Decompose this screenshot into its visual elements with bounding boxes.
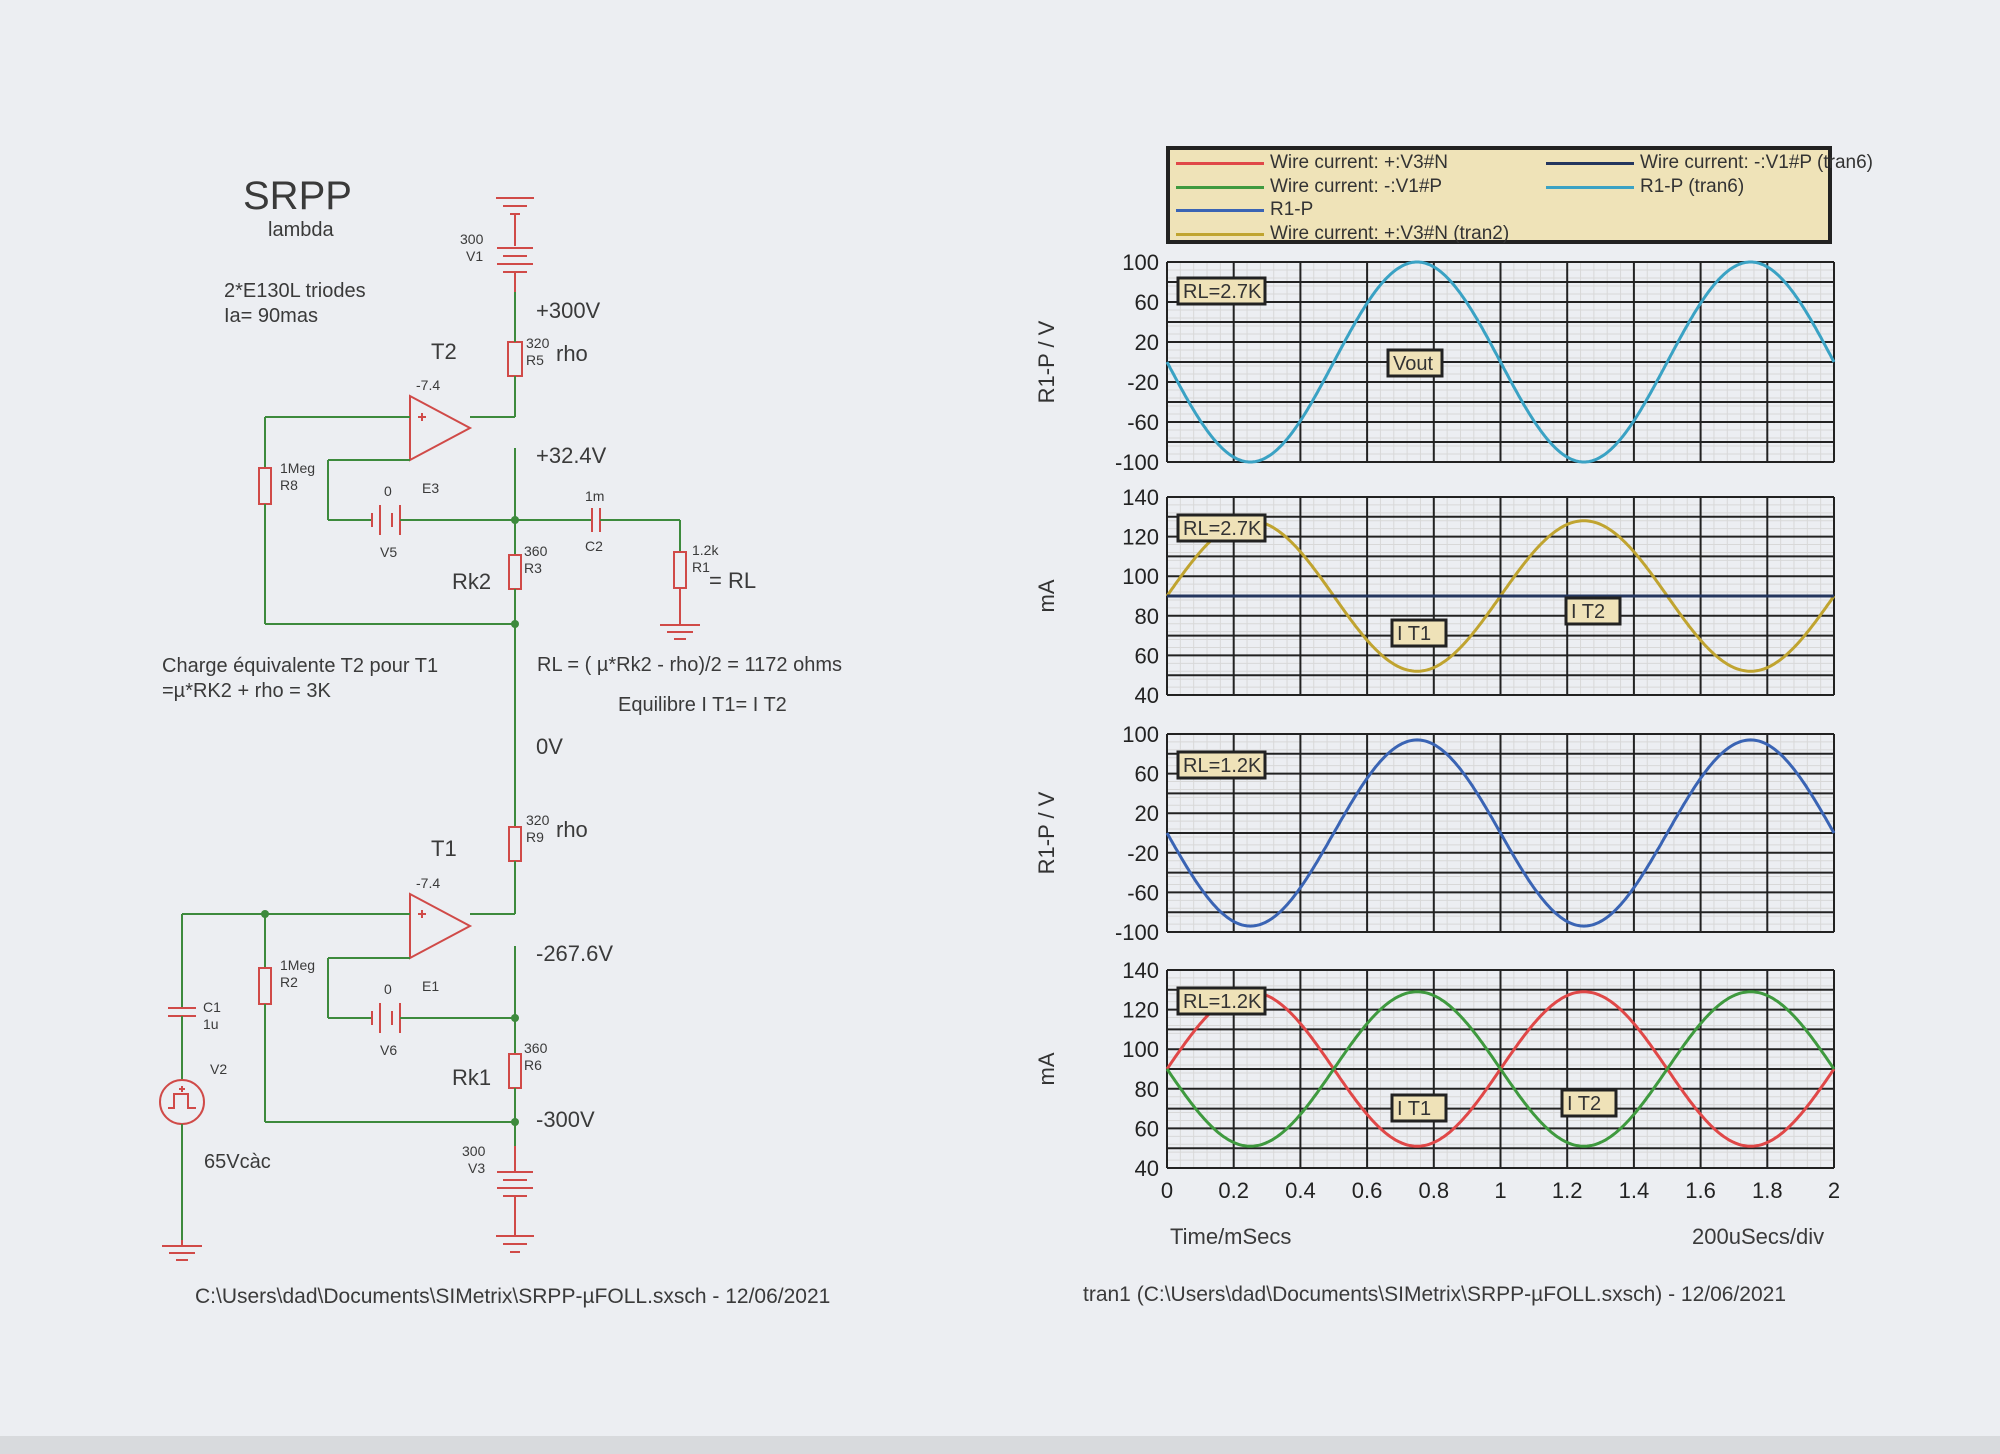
rk1-label: Rk1 — [452, 1065, 492, 1090]
r6-value: 360 — [524, 1040, 548, 1056]
legend-item-3: Wire current: +:V3#N (tran2) — [1270, 223, 1510, 244]
x-tick-label: 0 — [1160, 1178, 1174, 1203]
voltage-0: 0V — [536, 734, 563, 759]
annotation-label: I T2 — [1567, 1093, 1602, 1115]
y-tick-label: -20 — [1127, 370, 1159, 395]
v1-name: V1 — [466, 248, 484, 264]
y-tick-label: 60 — [1134, 290, 1159, 315]
y-tick-label: 100 — [1122, 1037, 1159, 1063]
source-amplitude: 65Vcàc — [204, 1151, 271, 1173]
y-tick-label: 120 — [1122, 524, 1159, 550]
e1-name: E1 — [422, 978, 440, 994]
chart-panel-2 — [1034, 722, 1834, 945]
schematic-subtitle: lambda — [268, 219, 334, 241]
rl-equals-label: = RL — [709, 568, 757, 593]
rho-bottom-label: rho — [556, 817, 588, 842]
tubes-label: 2*E130L triodes — [224, 280, 366, 302]
x-tick-label: 2 — [1827, 1178, 1841, 1203]
c2-value: 1m — [585, 488, 605, 504]
chart-panel-3 — [1034, 958, 1840, 1203]
v6-value: 0 — [384, 981, 392, 997]
y-tick-label: -100 — [1114, 450, 1159, 475]
e3-gain: -7.4 — [416, 377, 441, 393]
y-tick-label: 100 — [1122, 722, 1159, 747]
y-tick-label: -100 — [1114, 920, 1159, 945]
x-tick-label: 1.4 — [1618, 1178, 1650, 1203]
r5-value: 320 — [526, 335, 550, 351]
x-tick-label: 1.6 — [1685, 1178, 1716, 1203]
r5-name: R5 — [526, 352, 544, 368]
y-tick-label: 100 — [1122, 564, 1159, 590]
y-tick-label: 140 — [1122, 958, 1159, 983]
schematic-footer: C:\Users\dad\Documents\SIMetrix\SRPP-µFOLL.sxsch - 12/06/2021 — [195, 1285, 831, 1308]
x-scale-label: 200uSecs/div — [1692, 1224, 1825, 1249]
x-axis-label: Time/mSecs — [1170, 1224, 1292, 1249]
y-tick-label: 20 — [1134, 330, 1159, 355]
voltage-267: -267.6V — [536, 941, 614, 966]
current-label: Ia= 90mas — [224, 305, 318, 327]
legend-item-4: Wire current: -:V1#P (tran6) — [1640, 152, 1874, 173]
plot-footer: tran1 (C:\Users\dad\Documents\SIMetrix\SRPP-µFOLL.sxsch) - 12/06/2021 — [1083, 1283, 1787, 1306]
y-tick-label: 40 — [1134, 683, 1159, 708]
annotation-label: I T1 — [1397, 623, 1432, 645]
e1-gain: -7.4 — [416, 875, 441, 891]
rho-top-label: rho — [556, 341, 588, 366]
chart-panel-1 — [1034, 485, 1834, 708]
rl-formula: RL = ( µ*Rk2 - rho)/2 = 1172 ohms — [537, 654, 842, 676]
y-axis-label: mA — [1034, 579, 1059, 613]
r1-name: R1 — [692, 559, 710, 575]
v5-name: V5 — [380, 544, 398, 560]
y-axis-label: R1-P / V — [1034, 320, 1059, 404]
annotation-label: RL=1.2K — [1183, 755, 1262, 777]
y-tick-label: 100 — [1122, 250, 1159, 275]
balance-label: Equilibre I T1= I T2 — [618, 694, 787, 716]
legend-item-0: Wire current: +:V3#N — [1270, 152, 1448, 173]
r9-name: R9 — [526, 829, 544, 845]
x-tick-label: 1.8 — [1752, 1178, 1783, 1203]
r8-name: R8 — [280, 477, 298, 493]
c1-value: 1u — [203, 1016, 219, 1032]
voltage-minus300: -300V — [536, 1107, 595, 1132]
x-tick-label: 0.4 — [1285, 1178, 1316, 1203]
c2-name: C2 — [585, 538, 603, 554]
y-tick-label: 140 — [1122, 485, 1159, 510]
y-axis-label: R1-P / V — [1034, 791, 1059, 875]
voltage-plus300: +300V — [536, 298, 601, 323]
y-tick-label: 80 — [1134, 1076, 1159, 1102]
r2-name: R2 — [280, 974, 298, 990]
x-tick-label: 1.2 — [1551, 1178, 1583, 1203]
x-tick-label: 0.2 — [1218, 1178, 1249, 1203]
v5-value: 0 — [384, 483, 392, 499]
r9-value: 320 — [526, 812, 550, 828]
v6-name: V6 — [380, 1042, 398, 1058]
c1-name: C1 — [203, 999, 221, 1015]
equivalent-load-line2: =µ*RK2 + rho = 3K — [162, 680, 331, 702]
y-tick-label: 120 — [1122, 997, 1159, 1023]
v3-value: 300 — [462, 1143, 486, 1159]
y-tick-label: 60 — [1134, 761, 1159, 787]
y-tick-label: 40 — [1134, 1156, 1159, 1181]
v3-name: V3 — [468, 1160, 486, 1176]
y-tick-label: -20 — [1127, 840, 1159, 866]
y-tick-label: 60 — [1134, 1116, 1159, 1142]
v1-value: 300 — [460, 231, 484, 247]
annotation-label: RL=2.7K — [1183, 281, 1262, 303]
annotation-label: Vout — [1393, 353, 1434, 375]
r3-name: R3 — [524, 560, 542, 576]
r8-value: 1Meg — [280, 460, 316, 476]
t1-label: T1 — [431, 836, 457, 861]
e3-name: E3 — [422, 480, 440, 496]
x-tick-label: 0.8 — [1418, 1178, 1450, 1203]
annotation-label: RL=2.7K — [1183, 518, 1262, 540]
x-tick-label: 1 — [1494, 1178, 1507, 1203]
y-axis-label: mA — [1034, 1052, 1059, 1086]
x-tick-label: 0.6 — [1351, 1178, 1383, 1203]
r1-value: 1.2k — [692, 542, 719, 558]
voltage-32: +32.4V — [536, 443, 607, 468]
v2-name: V2 — [210, 1061, 228, 1077]
y-tick-label: 20 — [1134, 801, 1159, 827]
annotation-label: RL=1.2K — [1183, 991, 1262, 1013]
r3-value: 360 — [524, 543, 548, 559]
y-tick-label: 60 — [1134, 643, 1159, 669]
legend-item-2: R1-P — [1270, 199, 1314, 220]
t2-label: T2 — [431, 339, 457, 364]
chart-panel-0 — [1034, 250, 1834, 475]
annotation-label: I T2 — [1571, 601, 1606, 623]
annotation-label: I T1 — [1397, 1098, 1432, 1120]
legend-item-1: Wire current: -:V1#P — [1270, 176, 1443, 197]
y-tick-label: -60 — [1127, 880, 1159, 906]
legend-item-5: R1-P (tran6) — [1640, 176, 1745, 197]
y-tick-label: 80 — [1134, 603, 1159, 629]
y-tick-label: -60 — [1127, 410, 1159, 435]
r6-name: R6 — [524, 1057, 542, 1073]
schematic-title: SRPP — [243, 174, 352, 218]
equivalent-load-line1: Charge équivalente T2 pour T1 — [162, 655, 439, 677]
r2-value: 1Meg — [280, 957, 316, 973]
rk2-label: Rk2 — [452, 569, 492, 594]
